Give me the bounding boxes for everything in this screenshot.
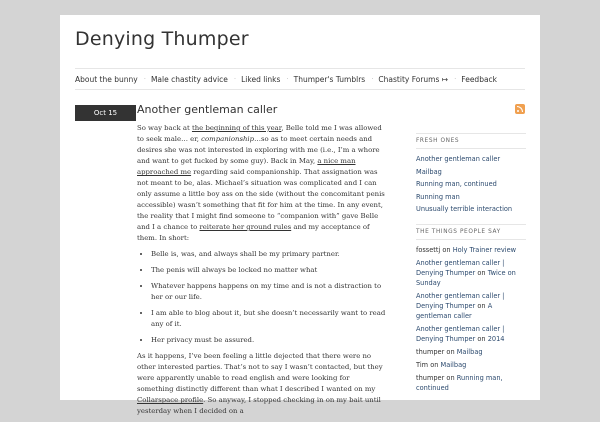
nav-item-tumblrs[interactable]: Thumper's Tumblrs [293,74,366,84]
comment-item [416,291,526,321]
list-item: • I am able to blog about it, but she doesn’t necessarily want to read any of it. [151,308,387,330]
list-item: • Her privacy must be assured. [151,335,387,346]
nav-separator: · [286,75,289,83]
site-title[interactable]: Denying Thumper [75,28,249,50]
comment-author: Tim [416,361,429,369]
comment-item [416,245,526,255]
post-link[interactable]: Collarspace profile [137,396,204,404]
comment-author: thumper [416,348,445,356]
text: on [444,374,457,382]
text: So way back at [137,124,192,132]
text: on [475,302,488,310]
recent-post-link[interactable]: Mailbag [416,167,442,176]
comment-author[interactable]: Another gentleman caller | Denying Thumper [416,325,505,343]
list-item: • Belle is, was, and always shall be my primary partner. [151,249,387,260]
comment-post-link[interactable]: 2014 [487,335,505,343]
post-date-badge: Oct 15 [75,105,136,121]
comment-author: fossettj [416,246,441,254]
recent-post-link[interactable]: Running man [416,192,460,201]
nav-item-feedback[interactable]: Feedback [461,74,498,84]
comment-author[interactable]: Another gentleman caller | Denying Thumper [416,259,505,277]
comment-post-link[interactable]: A gentleman caller [416,302,493,320]
comment-item [416,324,526,344]
nav-item-forums[interactable]: Chastity Forums ↦ [378,74,449,84]
text: regarding said companionship. That assignation was not meant to be, alas. Michael’s situation was complicated and I can only assume a little boy ass on the side (without the concomitant penis accessible) wasn’t something that fit for him at the time. In any event, the reality that I might find someone to “companion with” gave Belle and I a chance to [137,168,385,231]
comment-post-link[interactable]: Mailbag [440,361,467,369]
nav-item-about[interactable]: About the bunny [75,74,138,84]
recent-post-link[interactable]: Unusually terrible interaction [416,205,513,213]
text: on [428,361,441,369]
list-item: • The penis will always be locked no matter what [151,265,387,276]
list-item: • Whatever happens happens on my time and is not a distraction to her or our life. [151,281,387,303]
post-link[interactable]: a nice man approached me [137,157,356,176]
recent-post-link[interactable]: Another gentleman caller [416,155,501,163]
comment-item [416,373,526,393]
text: …so as to meet certain needs and desires she was not interested in exploring with me (i.e., I’m a whore and want to get fucked by some guy). Back in May, [137,135,380,165]
comment-item [416,347,526,357]
text: and my acceptance of them. In short: [137,223,370,242]
rules-list [151,249,387,346]
page-container [60,15,540,415]
text: on [475,269,488,277]
main-navigation [75,68,525,90]
nav-separator: · [233,75,237,83]
nav-separator: · [371,75,374,83]
post-link[interactable]: the beginning of this year [191,124,282,132]
widget-title-comments: THE THINGS PEOPLE SAY [416,224,526,240]
post-title[interactable]: Another gentleman caller [137,103,278,116]
sidebar [416,133,526,403]
comment-author[interactable]: Another gentleman caller | Denying Thumper [416,292,505,310]
text: on [475,335,488,343]
recent-posts-list [416,154,526,214]
comment-post-link[interactable]: Holy Trainer review [452,246,517,254]
recent-post-link[interactable]: Running man, continued [416,180,497,188]
comment-post-link[interactable]: Running man, continued [416,374,503,392]
comment-post-link[interactable]: Twice on Sunday [416,269,516,287]
text: . So anyway, I stopped checking in on my bait until yesterday when I decided on a [137,396,381,415]
comment-item [416,258,526,288]
text: , Belle told me I was allowed to seek male… er, [137,124,382,143]
text: on [444,348,457,356]
nav-separator: · [143,75,146,83]
emphasis: companionship [201,135,255,143]
comment-author: thumper [416,374,445,382]
comment-post-link[interactable]: Mailbag [456,348,483,356]
post-body [137,123,387,422]
recent-comments-list [416,245,526,393]
text: on [440,246,453,254]
widget-title-fresh: FRESH ONES [416,133,526,149]
nav-item-advice[interactable]: Male chastity advice [150,74,228,84]
post-link[interactable]: reiterate her ground rules [199,223,292,231]
post-paragraph [137,123,387,244]
text: As it happens, I’ve been feeling a little dejected that there were no other interested parties. That’s not to say I wasn’t contacted, but they were apparently unable to read english and were looking for something distinctly different than what I described I wanted on my [137,352,383,393]
nav-item-liked-links[interactable]: Liked links [241,74,281,84]
rss-icon[interactable] [515,104,525,114]
nav-separator: · [454,75,457,83]
post-paragraph [137,351,387,417]
comment-item [416,360,526,370]
